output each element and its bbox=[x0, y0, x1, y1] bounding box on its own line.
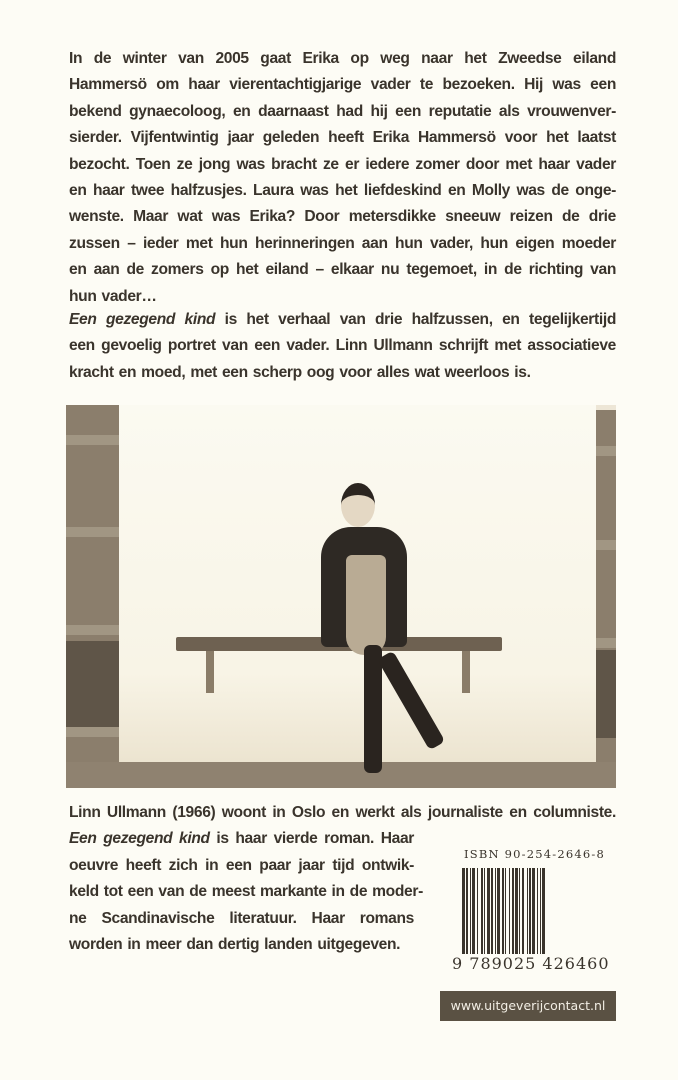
blurb-text: is het verhaal van drie halfzussen, en tegelijkertijd bbox=[215, 311, 616, 328]
bio-text: is haar vierde roman. Haar bbox=[209, 830, 414, 848]
left-pillar bbox=[66, 405, 119, 765]
publisher-url[interactable]: www.uitgeverijcontact.nl bbox=[440, 991, 616, 1021]
bio-line: oeuvre heeft zich in een paar jaar tijd ontwik- bbox=[69, 856, 414, 874]
blurb-line: bekend gynaecoloog, en daarnaast had hij een reputatie als vrouwenver- bbox=[69, 102, 616, 120]
blurb-paragraph-1 bbox=[69, 46, 616, 310]
book-title: Een gezegend kind bbox=[69, 830, 210, 848]
pillar-shadow bbox=[596, 650, 616, 738]
bio-line: worden in meer dan dertig landen uitgegeven. bbox=[69, 936, 401, 954]
pillar-band bbox=[596, 540, 616, 550]
ean-digits: 9 789025 426460 bbox=[452, 954, 610, 973]
bio-line: Linn Ullmann (1966) woont in Oslo en werkt als journaliste en columniste. bbox=[69, 804, 616, 821]
blurb-line: In de winter van 2005 gaat Erika op weg naar het Zweedse eiland bbox=[69, 50, 616, 67]
bio-line: keld tot een van de meest markante in de moder- bbox=[69, 883, 423, 901]
blurb-line: en haar twee halfzusjes. Laura was het liefdeskind en Molly was de onge- bbox=[69, 182, 616, 200]
person-dress bbox=[346, 555, 386, 655]
isbn-label: ISBN 90-254-2646-8 bbox=[464, 847, 606, 861]
blurb-line: een gevoelig portret van een vader. Linn Ullmann schrijft met associatieve bbox=[69, 337, 616, 355]
blurb-paragraph-2 bbox=[69, 307, 616, 386]
pillar-band bbox=[66, 625, 119, 635]
blurb-line bbox=[69, 307, 616, 333]
blurb-line: kracht en moed, met een scherp oog voor alles wat weerloos is. bbox=[69, 363, 531, 381]
pillar-band bbox=[596, 638, 616, 648]
bio-line bbox=[69, 826, 414, 852]
person-head bbox=[341, 483, 375, 527]
bio-line: ne Scandinavische literatuur. Haar romans bbox=[69, 909, 414, 927]
floor bbox=[66, 762, 616, 788]
blurb-line: hun vader… bbox=[69, 287, 157, 305]
book-title: Een gezegend kind bbox=[69, 311, 216, 328]
pillar-shadow bbox=[66, 641, 119, 727]
blurb-line: sierder. Vijfentwintig jaar geleden heeft Erika Hammersö voor het laatst bbox=[69, 129, 616, 147]
pillar-band bbox=[66, 435, 119, 445]
blurb-line: zussen – ieder met hun herinneringen aan hun vader, hun eigen moeder bbox=[69, 234, 616, 252]
pillar-band bbox=[66, 527, 119, 537]
pillar-band bbox=[66, 727, 119, 737]
pillar-band bbox=[596, 446, 616, 456]
blurb-line: Hammersö om haar vierentachtigjarige vader te bezoeken. Hij was een bbox=[69, 76, 616, 94]
bench-leg bbox=[462, 651, 470, 693]
blurb-line: en aan de zomers op het eiland – elkaar nu tegemoet, in de richting van bbox=[69, 261, 616, 279]
bench-leg bbox=[206, 651, 214, 693]
author-photo bbox=[66, 405, 616, 788]
blurb-line: bezocht. Toen ze jong was bracht ze er iedere zomer door met haar vader bbox=[69, 155, 616, 173]
right-pillar bbox=[596, 410, 616, 770]
blurb-line: wenste. Maar wat was Erika? Door metersdikke sneeuw reizen de drie bbox=[69, 208, 616, 226]
